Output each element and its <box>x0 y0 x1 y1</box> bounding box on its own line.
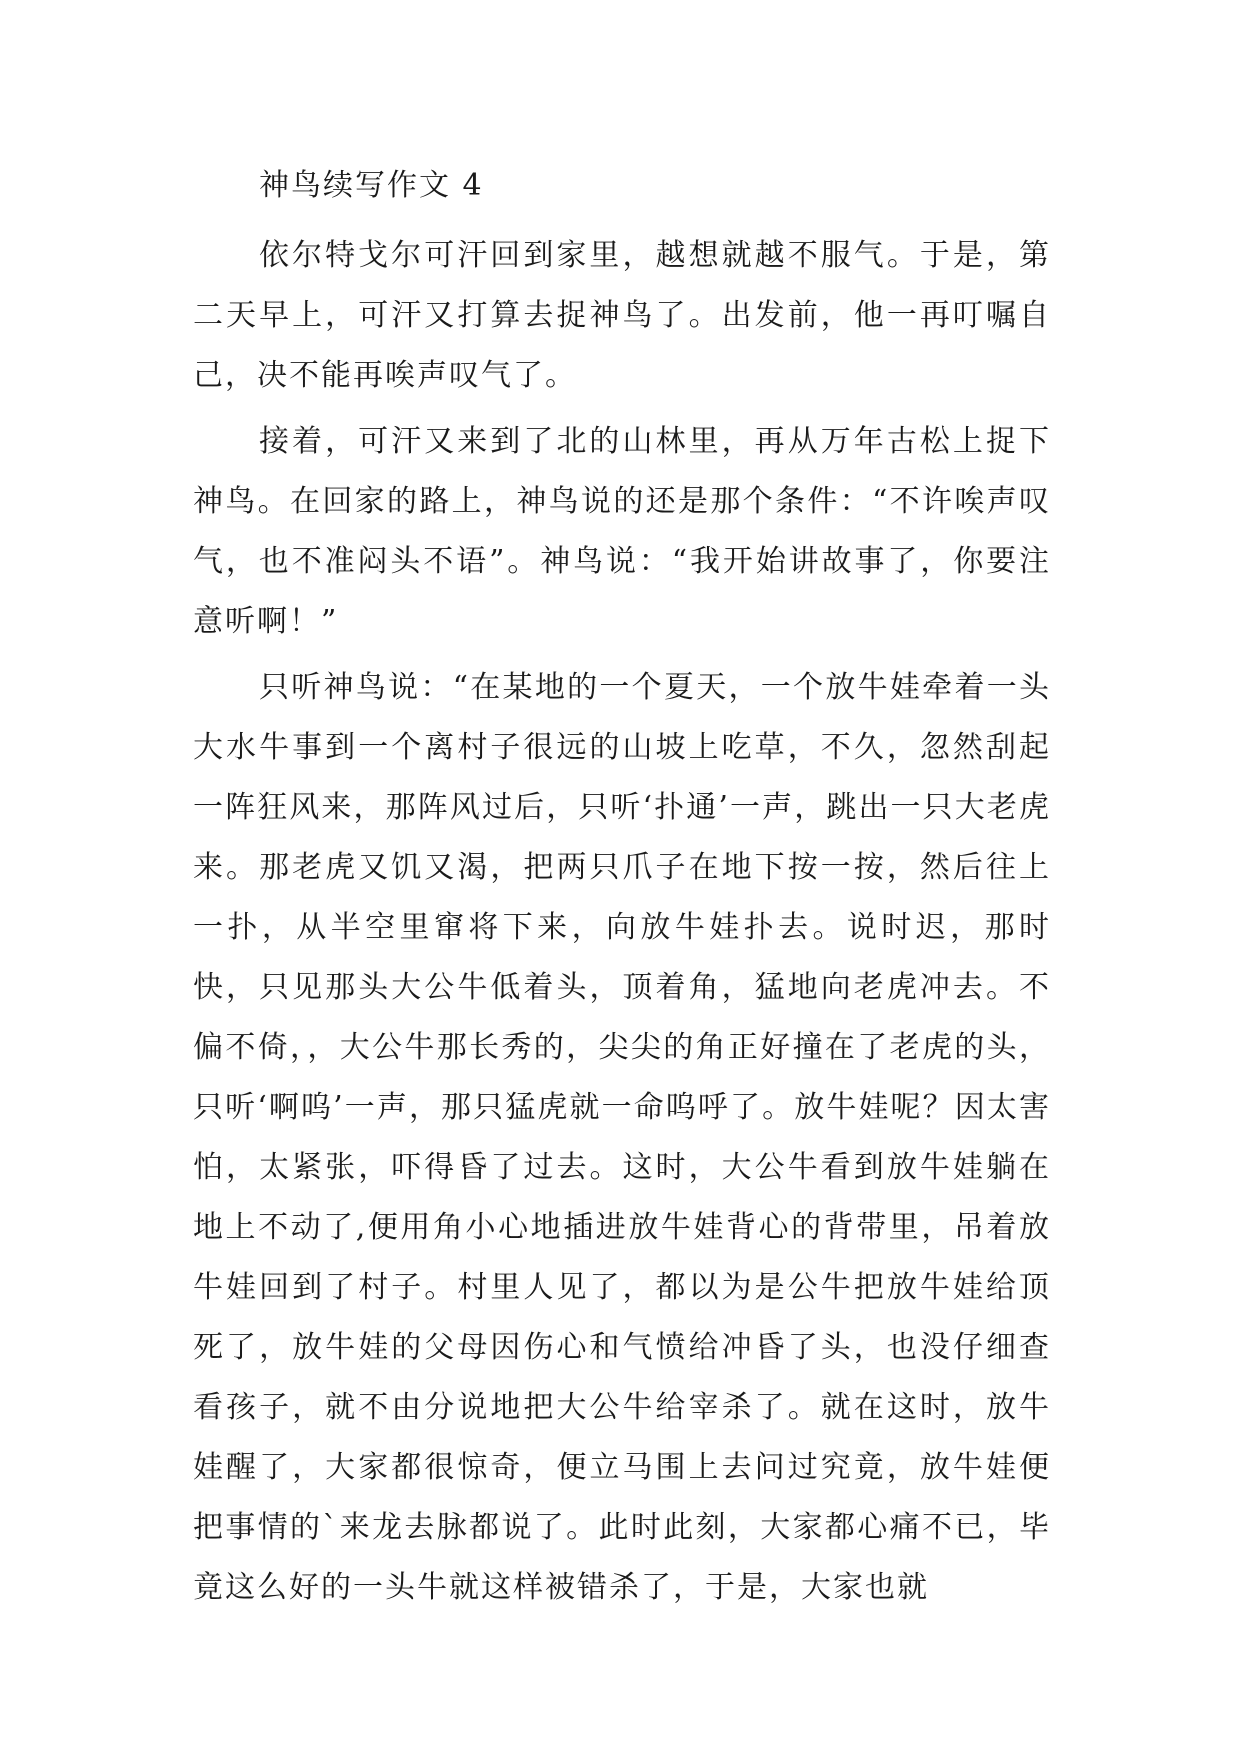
document-title: 神鸟续写作文 4 <box>259 168 484 203</box>
document-body <box>193 156 1051 1624</box>
paragraph-1: 依尔特戈尔可汗回到家里，越想就越不服气。于是，第二天早上，可汗又打算去捉神鸟了。出发前，他一再叮嘱自己，决不能再唉声叹气了。 <box>193 238 1051 393</box>
paragraph-2: 接着，可汗又来到了北的山林里，再从万年古松上捉下神鸟。在回家的路上，神鸟说的还是那个条件：“不许唉声叹气，也不准闷头不语”。神鸟说：“我开始讲故事了，你要注意听啊！” <box>193 424 1051 639</box>
paragraph-3: 只听神鸟说：“在某地的一个夏天，一个放牛娃牵着一头大水牛事到一个离村子很远的山坡上吃草，不久，忽然刮起一阵狂风来，那阵风过后，只听‘扑通’一声，跳出一只大老虎来。那老虎又饥又渴，把两只爪子在地下按一按，然后往上一扑，从半空里窜将下来，向放牛娃扑去。说时迟，那时快，只见那头大公牛低着头，顶着角，猛地向老虎冲去。不偏不倚，，大公牛那长秀的，尖尖的角正好撞在了老虎的头，只听‘啊呜’一声，那只猛虎就一命呜呼了。放牛娃呢？因太害怕，太紧张，吓得昏了过去。这时，大公牛看到放牛娃躺在地上不动了,便用角小心地插进放牛娃背心的背带里，吊着放牛娃回到了村子。村里人见了，都以为是公牛把放牛娃给顶死了，放牛娃的父母因伤心和气愤给冲昏了头，也没仔细查看孩子，就不由分说地把大公牛给宰杀了。就在这时，放牛娃醒了，大家都很惊奇，便立马围上去问过究竟，放牛娃便把事情的`来龙去脉都说了。此时此刻，大家都心痛不已，毕竟这么好的一头牛就这样被错杀了，于是，大家也就 <box>193 670 1051 1605</box>
